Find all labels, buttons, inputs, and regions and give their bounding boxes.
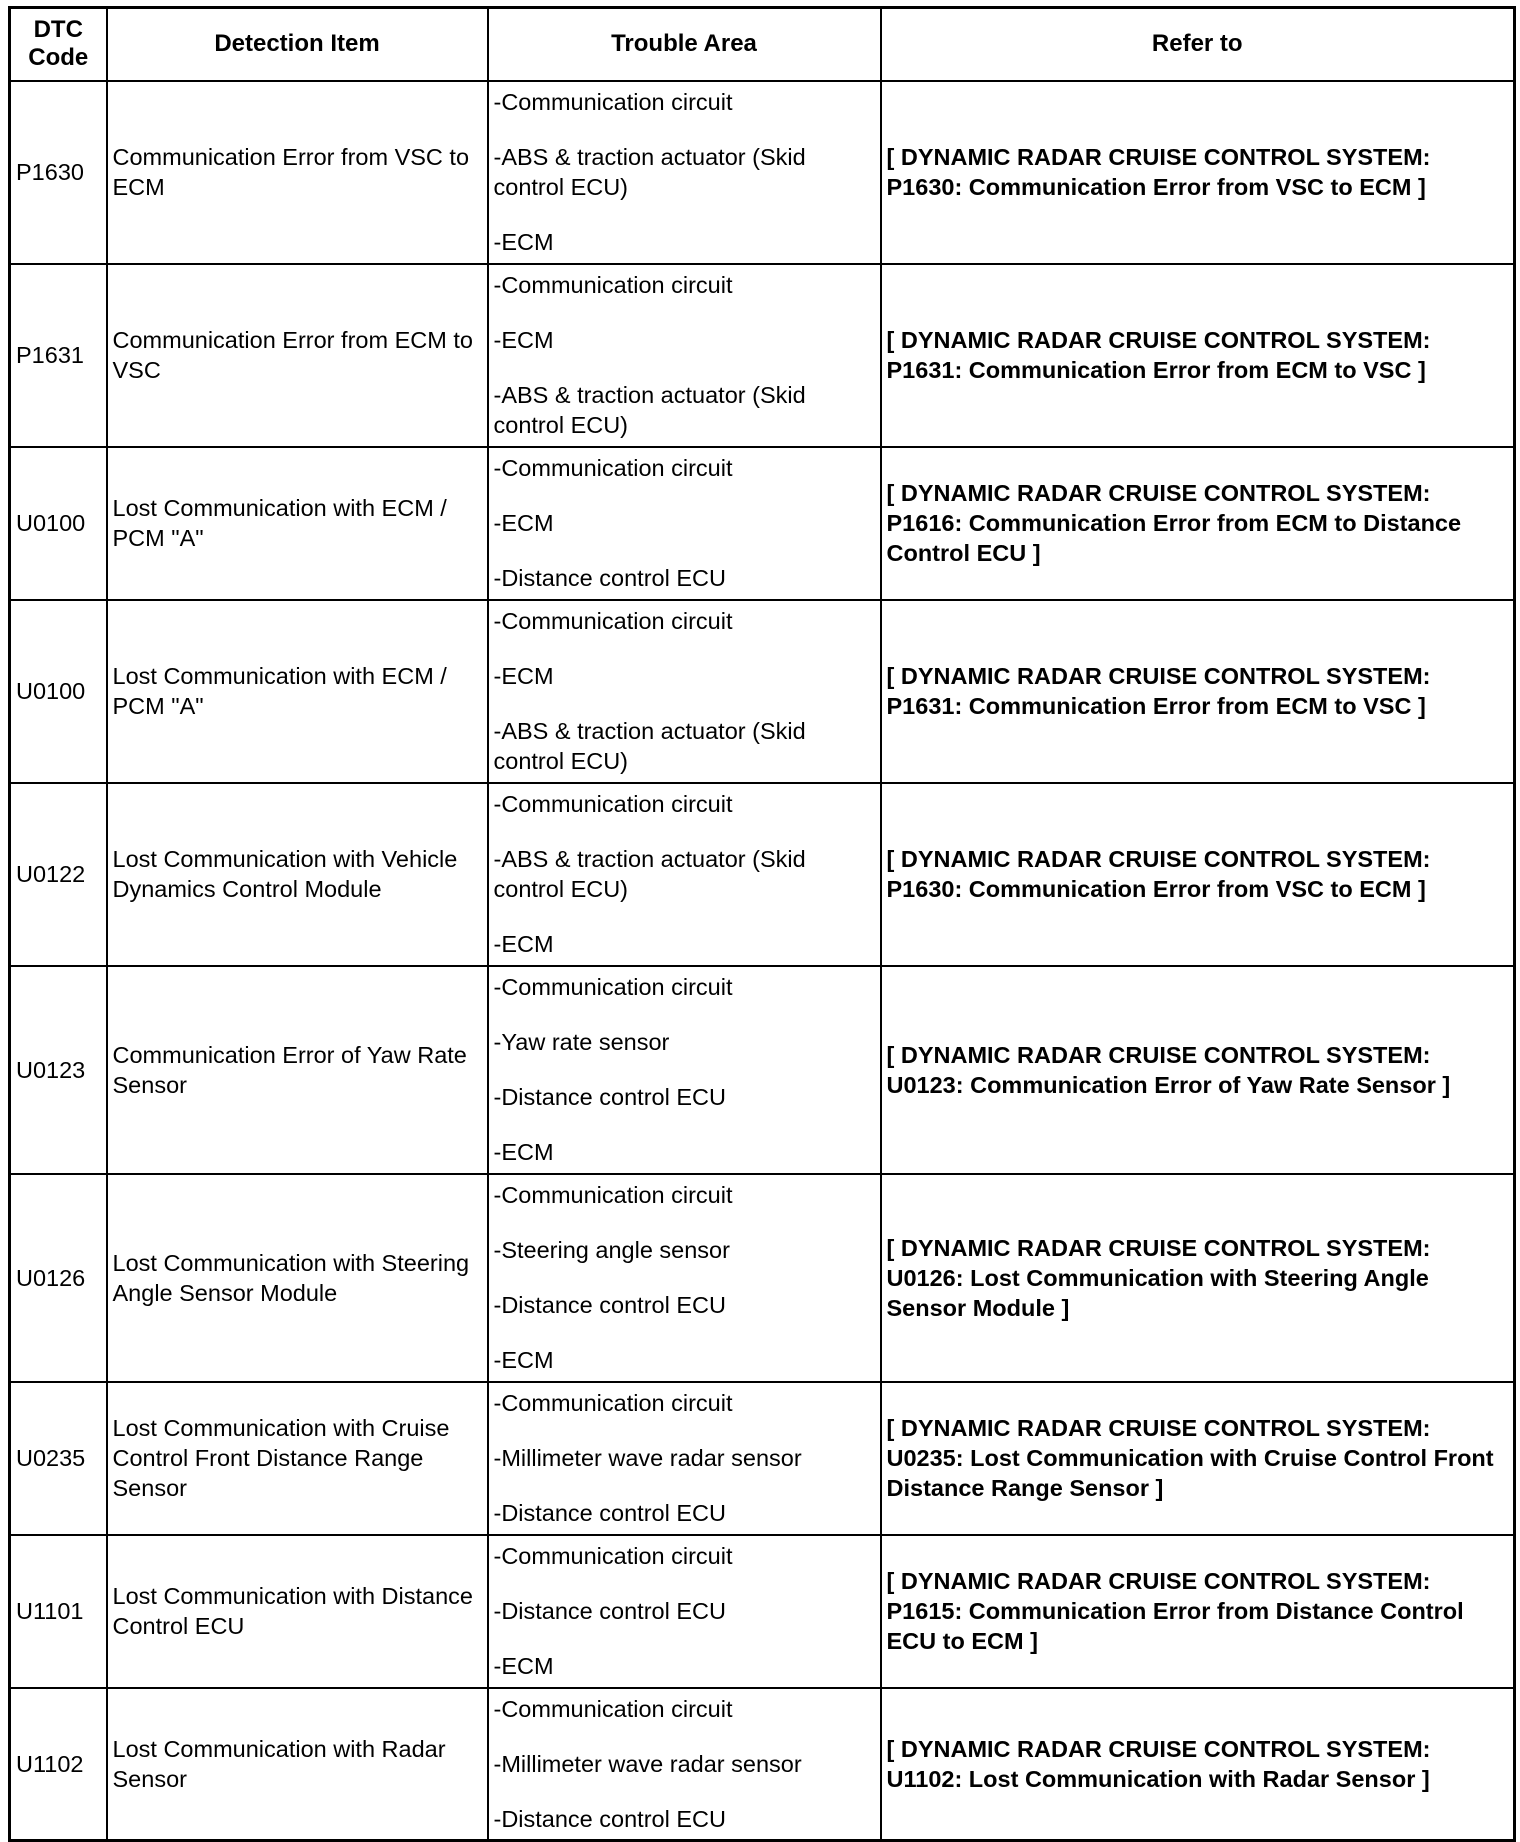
trouble-area-item: -Communication circuit <box>493 791 733 817</box>
trouble-area-list <box>494 1388 875 1528</box>
trouble-area-cell <box>488 1382 881 1535</box>
trouble-area-item: -ECM <box>493 663 554 689</box>
trouble-area-item: -Communication circuit <box>493 272 733 298</box>
detection-item-cell: Lost Communication with Steering Angle Sensor Module <box>107 1174 488 1382</box>
header-detection-item: Detection Item <box>107 8 488 81</box>
trouble-area-item: -Distance control ECU <box>493 1292 726 1318</box>
refer-to-cell: [ DYNAMIC RADAR CRUISE CONTROL SYSTEM: P1616: Communication Error from ECM to Distance Control ECU ] <box>881 447 1515 600</box>
dtc-code-cell: U1102 <box>10 1688 107 1841</box>
refer-to-cell: [ DYNAMIC RADAR CRUISE CONTROL SYSTEM: U1102: Lost Communication with Radar Sensor ] <box>881 1688 1515 1841</box>
trouble-area-item: -Communication circuit <box>493 1182 733 1208</box>
refer-to-cell: [ DYNAMIC RADAR CRUISE CONTROL SYSTEM: U0235: Lost Communication with Cruise Control Front Distance Range Sensor ] <box>881 1382 1515 1535</box>
dtc-code-cell: U0122 <box>10 783 107 966</box>
table-row <box>10 1382 1515 1535</box>
trouble-area-item: -Yaw rate sensor <box>493 1029 670 1055</box>
trouble-area-cell <box>488 447 881 600</box>
trouble-area-item: -Millimeter wave radar sensor <box>493 1750 802 1777</box>
trouble-area-item: -ECM <box>493 931 554 957</box>
trouble-area-item: -Communication circuit <box>493 455 733 481</box>
trouble-area-list <box>494 1694 875 1834</box>
table-row <box>10 81 1515 264</box>
header-trouble-area: Trouble Area <box>488 8 881 81</box>
trouble-area-item: -Communication circuit <box>493 1695 733 1722</box>
trouble-area-list <box>494 453 875 593</box>
detection-item-cell: Communication Error from VSC to ECM <box>107 81 488 264</box>
header-dtc-code-line1: DTC <box>33 16 83 44</box>
trouble-area-cell <box>488 264 881 447</box>
refer-to-cell: [ DYNAMIC RADAR CRUISE CONTROL SYSTEM: P1630: Communication Error from VSC to ECM ] <box>881 81 1515 264</box>
dtc-table <box>8 6 1516 1842</box>
dtc-code-cell: P1630 <box>10 81 107 264</box>
detection-item-cell: Lost Communication with ECM / PCM "A" <box>107 600 488 783</box>
header-row <box>10 8 1515 81</box>
refer-to-cell: [ DYNAMIC RADAR CRUISE CONTROL SYSTEM: P1615: Communication Error from Distance Control ECU to ECM ] <box>881 1535 1515 1688</box>
trouble-area-item: -Millimeter wave radar sensor <box>493 1445 802 1471</box>
trouble-area-item: -ABS & traction actuator (Skid control ECU) <box>493 846 806 902</box>
trouble-area-cell <box>488 966 881 1174</box>
refer-to-cell: [ DYNAMIC RADAR CRUISE CONTROL SYSTEM: P1631: Communication Error from ECM to VSC ] <box>881 600 1515 783</box>
table-body <box>10 81 1515 1841</box>
detection-item-cell: Communication Error from ECM to VSC <box>107 264 488 447</box>
detection-item-cell: Lost Communication with ECM / PCM "A" <box>107 447 488 600</box>
trouble-area-cell <box>488 600 881 783</box>
trouble-area-item: -Communication circuit <box>493 1390 733 1416</box>
table-row <box>10 1535 1515 1688</box>
header-dtc-code <box>10 8 107 81</box>
header-refer-to: Refer to <box>881 8 1515 81</box>
trouble-area-item: -ECM <box>493 510 554 536</box>
header-dtc-code-line2: Code <box>28 44 89 72</box>
trouble-area-item: -Distance control ECU <box>493 1084 726 1110</box>
table-row <box>10 1174 1515 1382</box>
trouble-area-item: -Communication circuit <box>493 608 733 634</box>
trouble-area-list <box>494 606 875 776</box>
refer-to-cell: [ DYNAMIC RADAR CRUISE CONTROL SYSTEM: P1630: Communication Error from VSC to ECM ] <box>881 783 1515 966</box>
trouble-area-item: -ABS & traction actuator (Skid control ECU) <box>493 144 806 200</box>
trouble-area-item: -Distance control ECU <box>493 1805 726 1832</box>
trouble-area-cell <box>488 81 881 264</box>
trouble-area-cell <box>488 1174 881 1382</box>
trouble-area-item: -ABS & traction actuator (Skid control ECU) <box>493 382 806 438</box>
table-row <box>10 1688 1515 1841</box>
trouble-area-item: -ECM <box>493 327 554 353</box>
trouble-area-item: -ECM <box>493 229 554 255</box>
dtc-code-cell: U1101 <box>10 1535 107 1688</box>
dtc-code-cell: U0100 <box>10 447 107 600</box>
trouble-area-item: -Communication circuit <box>493 1543 733 1569</box>
trouble-area-list <box>494 972 875 1167</box>
refer-to-cell: [ DYNAMIC RADAR CRUISE CONTROL SYSTEM: U0123: Communication Error of Yaw Rate Sensor ] <box>881 966 1515 1174</box>
dtc-code-cell: P1631 <box>10 264 107 447</box>
table-row <box>10 447 1515 600</box>
trouble-area-list <box>494 1541 875 1681</box>
trouble-area-cell <box>488 783 881 966</box>
trouble-area-item: -Steering angle sensor <box>493 1237 730 1263</box>
dtc-code-cell: U0235 <box>10 1382 107 1535</box>
trouble-area-list <box>494 1180 875 1375</box>
trouble-area-list <box>494 87 875 257</box>
trouble-area-item: -Distance control ECU <box>493 1500 726 1526</box>
detection-item-cell: Lost Communication with Vehicle Dynamics Control Module <box>107 783 488 966</box>
table-row <box>10 600 1515 783</box>
detection-item-cell: Lost Communication with Cruise Control Front Distance Range Sensor <box>107 1382 488 1535</box>
refer-to-cell: [ DYNAMIC RADAR CRUISE CONTROL SYSTEM: U0126: Lost Communication with Steering Angle Sensor Module ] <box>881 1174 1515 1382</box>
trouble-area-item: -ECM <box>493 1347 554 1373</box>
dtc-code-cell: U0123 <box>10 966 107 1174</box>
trouble-area-item: -Communication circuit <box>493 89 733 115</box>
table-row <box>10 966 1515 1174</box>
trouble-area-item: -ECM <box>493 1139 554 1165</box>
trouble-area-item: -Distance control ECU <box>493 1598 726 1624</box>
trouble-area-item: -Communication circuit <box>493 974 733 1000</box>
detection-item-cell: Lost Communication with Radar Sensor <box>107 1688 488 1841</box>
trouble-area-cell <box>488 1535 881 1688</box>
trouble-area-item: -ECM <box>493 1653 554 1679</box>
trouble-area-cell <box>488 1688 881 1841</box>
table-row <box>10 783 1515 966</box>
table-row <box>10 264 1515 447</box>
detection-item-cell: Lost Communication with Distance Control ECU <box>107 1535 488 1688</box>
trouble-area-item: -ABS & traction actuator (Skid control ECU) <box>493 718 806 774</box>
trouble-area-list <box>494 789 875 959</box>
detection-item-cell: Communication Error of Yaw Rate Sensor <box>107 966 488 1174</box>
trouble-area-item: -Distance control ECU <box>493 565 726 591</box>
dtc-code-cell: U0100 <box>10 600 107 783</box>
trouble-area-list <box>494 270 875 440</box>
refer-to-cell: [ DYNAMIC RADAR CRUISE CONTROL SYSTEM: P1631: Communication Error from ECM to VSC ] <box>881 264 1515 447</box>
dtc-code-cell: U0126 <box>10 1174 107 1382</box>
